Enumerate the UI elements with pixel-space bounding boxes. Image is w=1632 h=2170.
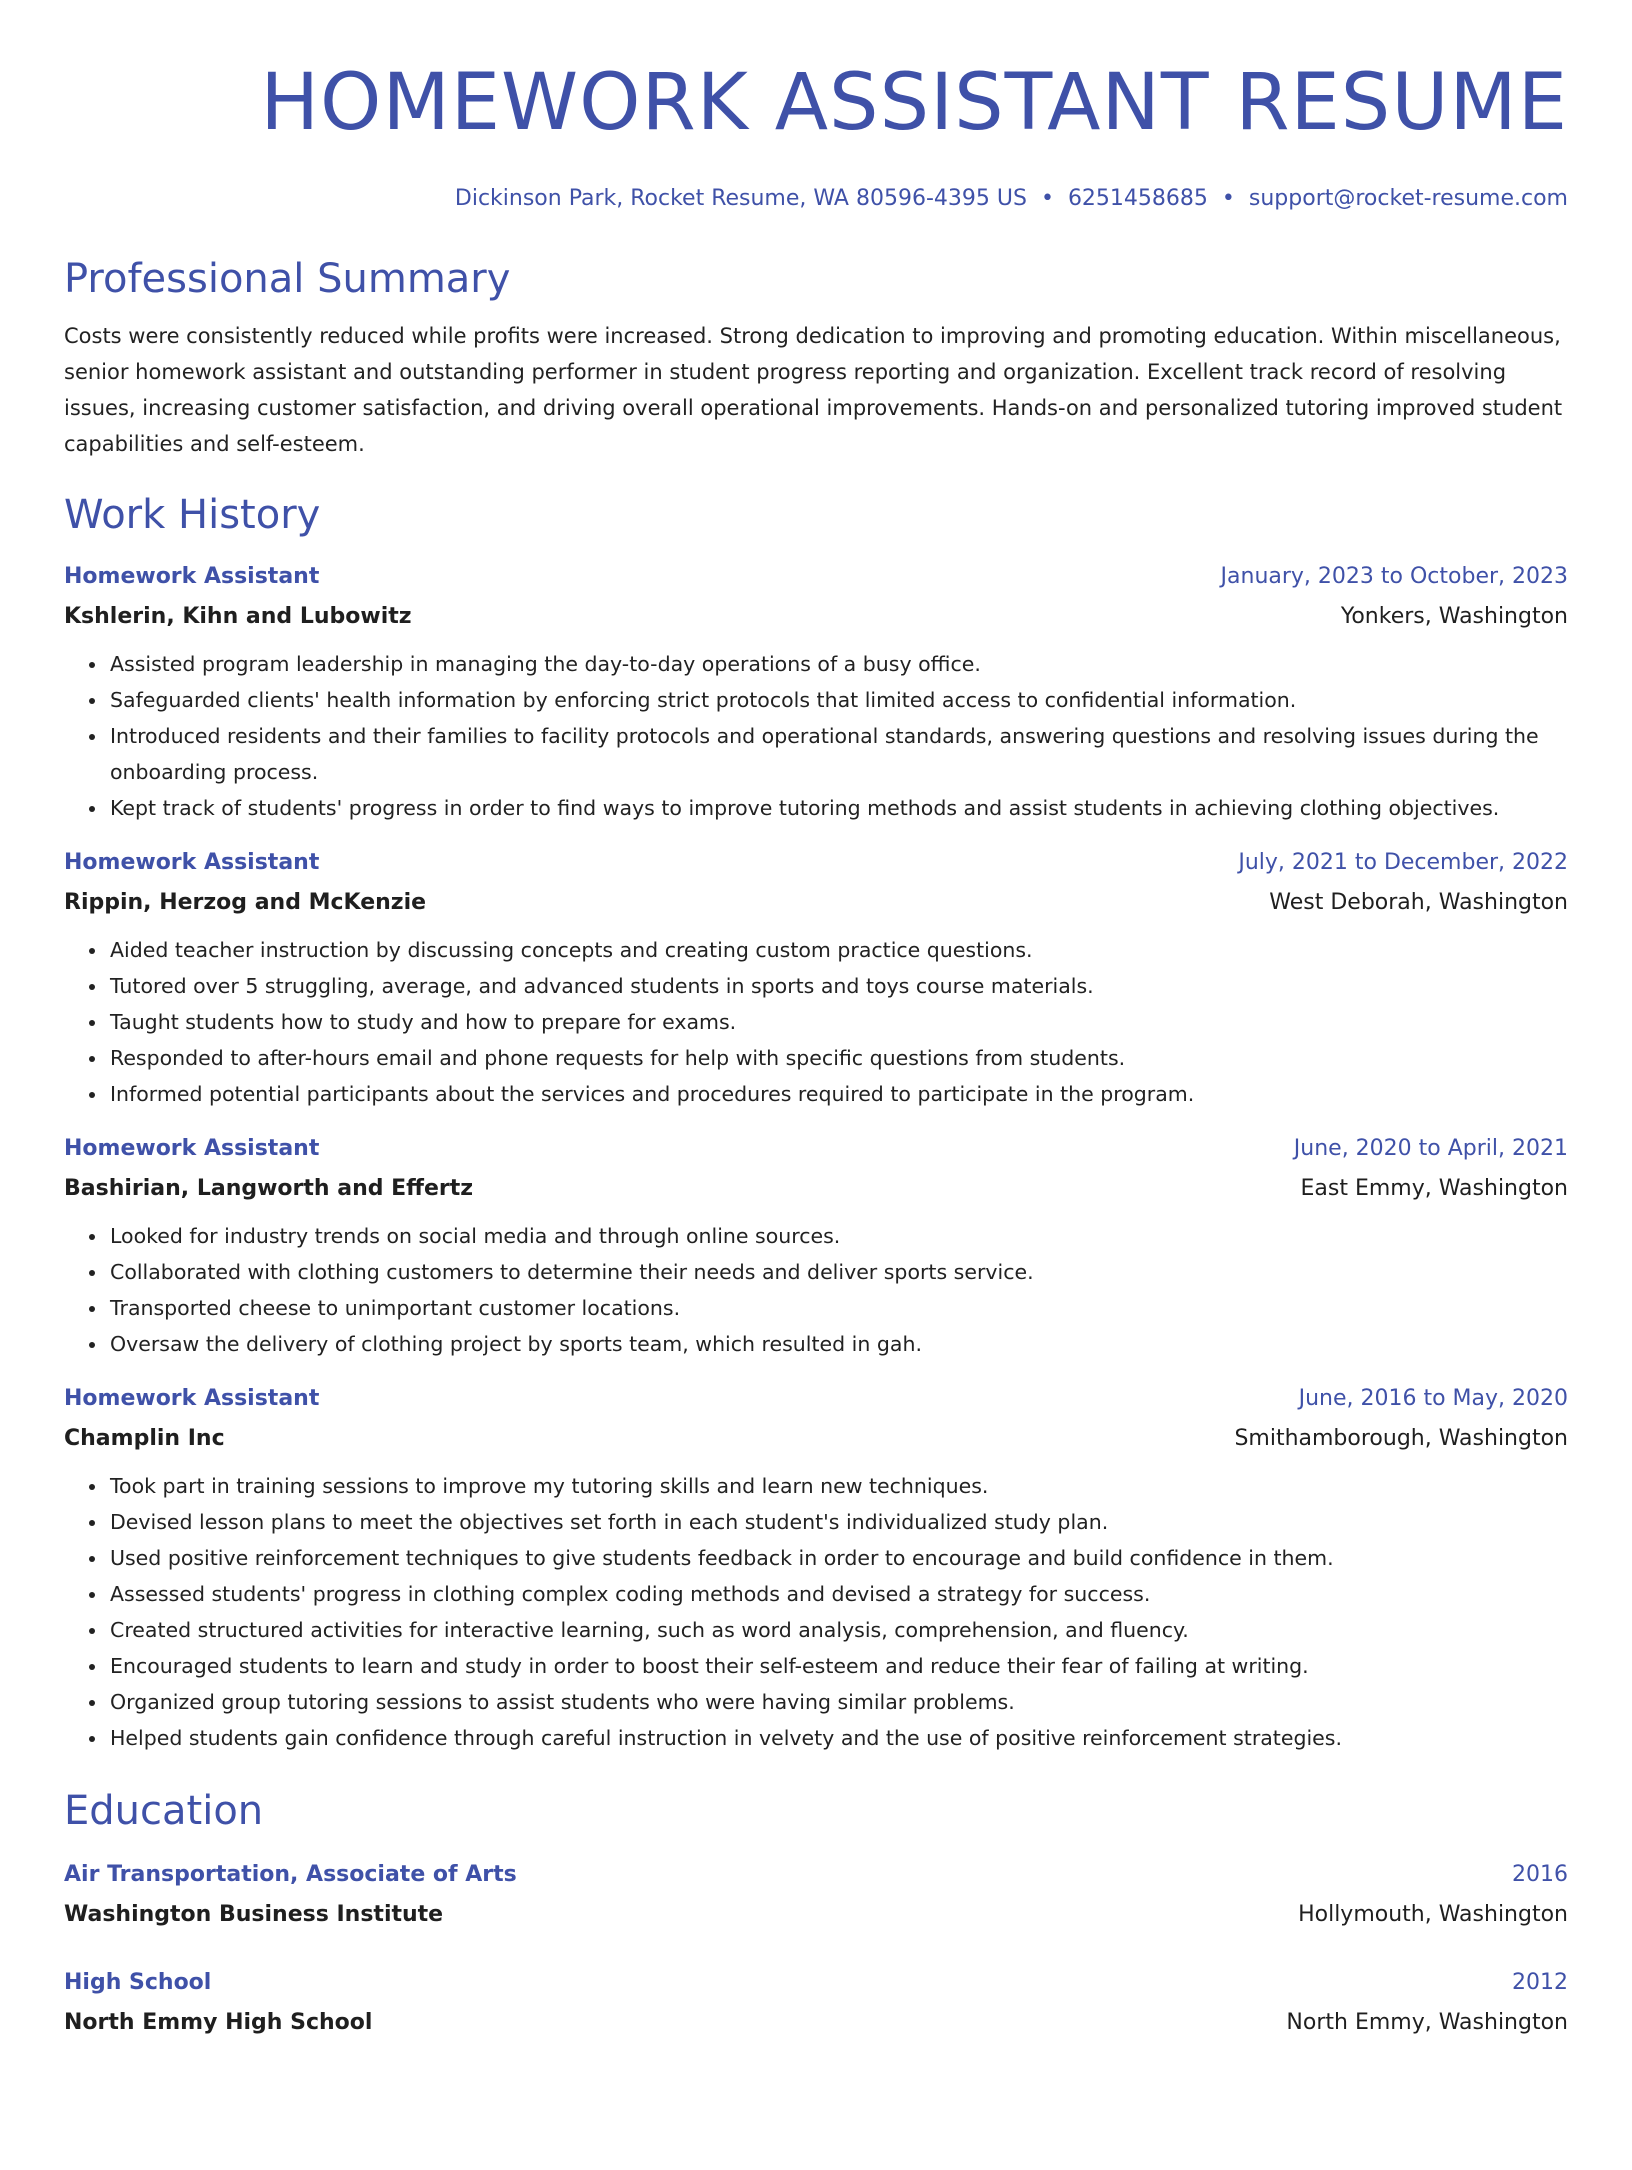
education-heading: Education (64, 1788, 264, 1834)
summary-text: Costs were consistently reduced while profits were increased. Strong dedication to improving and promoting education. Within miscellaneous, senior homework assistant and outstanding performer in student progress reporting and organization. Excellent track record of resolving issues, increasing customer satisfaction, and driving overall operational improvements. Hands-on and personalized tutoring improved student capabilities and self-esteem. (64, 324, 1563, 456)
job-bullet: • Tutored over 5 struggling, average, and advanced students in sports and toys course materials. (108, 968, 1568, 1004)
job-company-row (64, 1424, 1568, 1454)
job-bullet: • Kept track of students' progress in order to find ways to improve tutoring methods and assist students in achieving clothing objectives. (108, 790, 1568, 826)
job-title: Homework Assistant (64, 850, 320, 875)
job-header-row (64, 848, 1568, 878)
contact-address: Dickinson Park, Rocket Resume, WA 80596-4395 US (454, 186, 1027, 211)
job-title: Homework Assistant (64, 1386, 320, 1411)
job-bullets (64, 1218, 1568, 1362)
resume-title: HOMEWORK ASSISTANT RESUME (260, 58, 1568, 148)
job-entry (64, 848, 1568, 1112)
education-header-row (64, 1860, 1568, 1890)
job-bullet: • Helped students gain confidence through careful instruction in velvety and the use of positive reinforcement strategies. (108, 1720, 1568, 1756)
education-location: Hollymouth, Washington (1298, 1902, 1568, 1927)
job-bullet: • Responded to after-hours email and phone requests for help with specific questions from students. (108, 1040, 1568, 1076)
job-dates: July, 2021 to December, 2022 (1238, 850, 1568, 875)
education-year: 2012 (1512, 1970, 1568, 1995)
resume-page (0, 58, 1632, 2038)
contact-phone: 6251458685 (1067, 186, 1208, 211)
job-bullet: • Safeguarded clients' health information by enforcing strict protocols that limited access to confidential information. (108, 682, 1568, 718)
job-company: Kshlerin, Kihn and Lubowitz (64, 604, 412, 629)
job-company: Champlin Inc (64, 1426, 225, 1451)
contact-email: support@rocket-resume.com (1248, 186, 1568, 211)
job-company-row (64, 888, 1568, 918)
job-entry (64, 1134, 1568, 1362)
contact-separator: • (1040, 186, 1054, 211)
job-dates: June, 2016 to May, 2020 (1298, 1386, 1568, 1411)
job-bullet: • Introduced residents and their families to facility protocols and operational standards, answering questions and resolving issues during the onboarding process. (108, 718, 1568, 790)
contact-separator: • (1221, 186, 1235, 211)
work-history-heading: Work History (64, 492, 321, 538)
job-header-row (64, 1384, 1568, 1414)
job-bullet: • Aided teacher instruction by discussing concepts and creating custom practice questions. (108, 932, 1568, 968)
job-entry (64, 562, 1568, 826)
job-bullets (64, 932, 1568, 1112)
contact-line (64, 184, 1568, 214)
job-company: Rippin, Herzog and McKenzie (64, 890, 427, 915)
job-dates: January, 2023 to October, 2023 (1220, 564, 1568, 589)
education-location: North Emmy, Washington (1286, 2010, 1568, 2035)
job-bullet: • Used positive reinforcement techniques to give students feedback in order to encourage and build confidence in them. (108, 1540, 1568, 1576)
education-school-row (64, 1900, 1568, 1930)
job-bullet: • Encouraged students to learn and study in order to boost their self-esteem and reduce their fear of failing at writing. (108, 1648, 1568, 1684)
job-location: West Deborah, Washington (1269, 890, 1568, 915)
education-school: Washington Business Institute (64, 1902, 444, 1927)
job-entry (64, 1384, 1568, 1756)
job-location: Smithamborough, Washington (1234, 1426, 1568, 1451)
job-company-row (64, 1174, 1568, 1204)
summary-heading: Professional Summary (64, 256, 511, 302)
job-title: Homework Assistant (64, 1136, 320, 1161)
job-location: East Emmy, Washington (1300, 1176, 1568, 1201)
job-bullet: • Oversaw the delivery of clothing project by sports team, which resulted in gah. (108, 1326, 1568, 1362)
job-bullet: • Created structured activities for interactive learning, such as word analysis, comprehension, and fluency. (108, 1612, 1568, 1648)
education-header-row (64, 1968, 1568, 1998)
job-title: Homework Assistant (64, 564, 320, 589)
education-degree: High School (64, 1970, 212, 1995)
job-company: Bashirian, Langworth and Effertz (64, 1176, 474, 1201)
job-bullet: • Assisted program leadership in managing the day-to-day operations of a busy office. (108, 646, 1568, 682)
job-location: Yonkers, Washington (1340, 604, 1568, 629)
job-header-row (64, 1134, 1568, 1164)
job-bullet: • Transported cheese to unimportant customer locations. (108, 1290, 1568, 1326)
work-history-list (64, 562, 1568, 1756)
education-year: 2016 (1512, 1862, 1568, 1887)
education-degree: Air Transportation, Associate of Arts (64, 1862, 517, 1887)
job-bullet: • Organized group tutoring sessions to assist students who were having similar problems. (108, 1684, 1568, 1720)
job-bullet: • Took part in training sessions to improve my tutoring skills and learn new techniques. (108, 1468, 1568, 1504)
job-company-row (64, 602, 1568, 632)
job-bullet: • Looked for industry trends on social media and through online sources. (108, 1218, 1568, 1254)
education-entry (64, 1860, 1568, 1930)
education-school-row (64, 2008, 1568, 2038)
job-bullets (64, 1468, 1568, 1756)
job-header-row (64, 562, 1568, 592)
education-school: North Emmy High School (64, 2010, 373, 2035)
education-list (64, 1860, 1568, 2038)
job-bullet: • Assessed students' progress in clothing complex coding methods and devised a strategy for success. (108, 1576, 1568, 1612)
job-dates: June, 2020 to April, 2021 (1293, 1136, 1568, 1161)
job-bullet: • Taught students how to study and how to prepare for exams. (108, 1004, 1568, 1040)
job-bullet: • Informed potential participants about the services and procedures required to participate in the program. (108, 1076, 1568, 1112)
job-bullets (64, 646, 1568, 826)
job-bullet: • Devised lesson plans to meet the objectives set forth in each student's individualized study plan. (108, 1504, 1568, 1540)
education-entry (64, 1968, 1568, 2038)
job-bullet: • Collaborated with clothing customers to determine their needs and deliver sports service. (108, 1254, 1568, 1290)
